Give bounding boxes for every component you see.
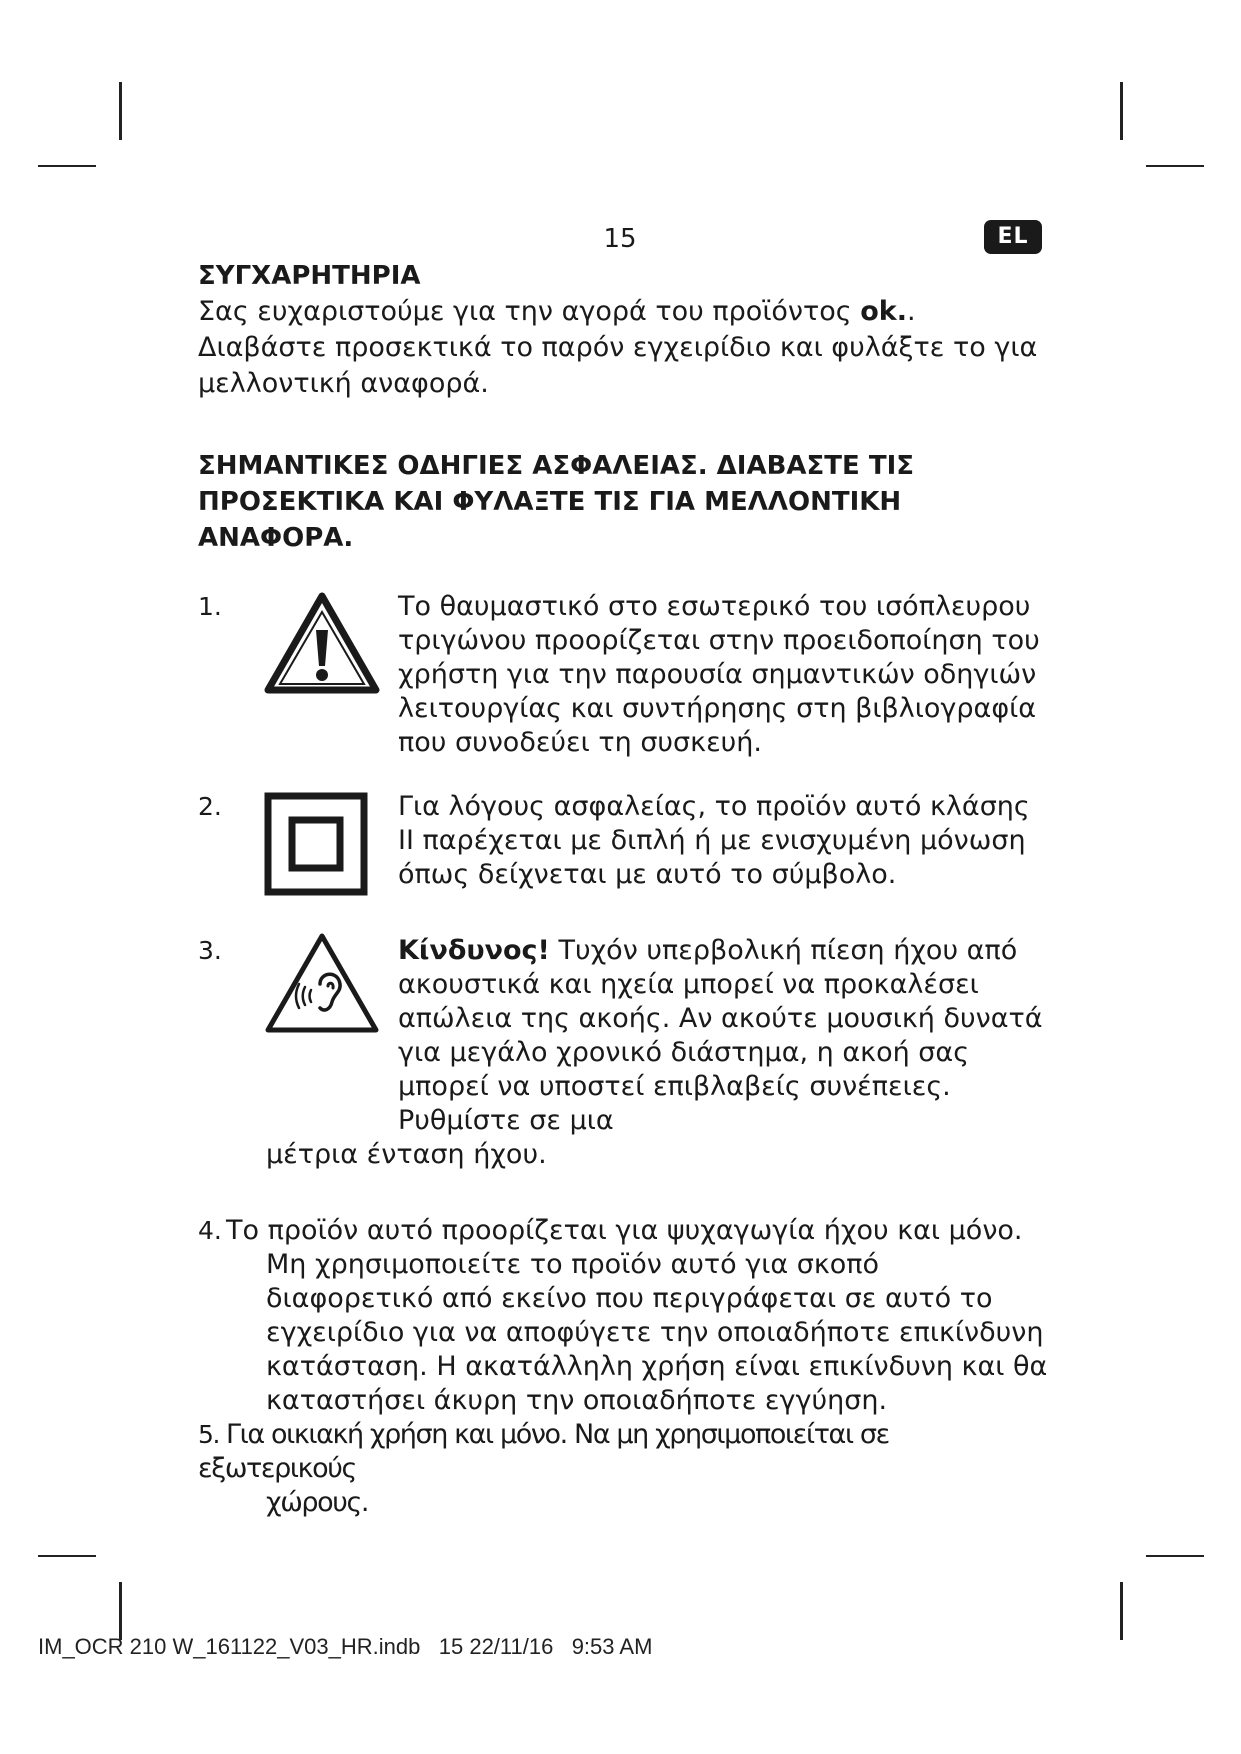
item-first-line: Το προϊόν αυτό προορίζεται για ψυχαγωγία ήχου και μόνο. [226, 1215, 1023, 1246]
hearing-damage-icon [264, 932, 380, 1040]
item-continuation: χώρους. [266, 1487, 369, 1518]
crop-mark-top-left-horizontal [38, 165, 96, 167]
safety-item-2 [198, 790, 1048, 892]
crop-mark-top-left-vertical [119, 82, 122, 140]
item-first-line: Για οικιακή χρήση και μόνο. Να μη χρησιμοποιείται σε εξωτερικούς [198, 1419, 889, 1484]
safety-item-3 [198, 934, 1048, 1172]
safety-item-1 [198, 590, 1048, 760]
item-text-tail: μέτρια ένταση ήχου. [266, 1139, 547, 1170]
congrats-text-end: . Διαβάστε προσεκτικά το παρόν εγχειρίδιο και φυλάξτε το για μελλοντική αναφορά. [198, 296, 1038, 399]
congrats-text [198, 294, 1048, 402]
item-text: Για λόγους ασφαλείας, το προϊόν αυτό κλάσης II παρέχεται με διπλή ή με ενισχυμένη μόνωση όπως δείχνεται με αυτό το σύμβολο. [398, 791, 1030, 890]
crop-mark-top-right-horizontal [1146, 165, 1204, 167]
double-insulation-icon [264, 792, 368, 900]
brand-name: ok. [860, 296, 907, 327]
crop-mark-bottom-right-vertical [1120, 1582, 1123, 1640]
print-footer [38, 1634, 652, 1660]
item-continuation: Μη χρησιμοποιείτε το προϊόν αυτό για σκοπό διαφορετικό από εκείνο που περιγράφεται σε αυτό το εγχειρίδιο για να αποφύγετε την οποιαδήποτε επικίνδυνη κατάσταση. Η ακατάλληλη χρήση είναι επικίνδυνη και θα καταστήσει άκυρη την οποιαδήποτε εγγύηση. [266, 1249, 1048, 1416]
crop-mark-bottom-right-horizontal [1146, 1555, 1204, 1557]
item-text: Το θαυμαστικό στο εσωτερικό του ισόπλευρου τριγώνου προορίζεται στην προειδοποίηση του χρήστη για την παρουσία σημαντικών οδηγιών λειτουργίας και συντήρησης στη βιβλιογραφία που συνοδεύει τη συσκευή. [398, 591, 1040, 758]
danger-label: Κίνδυνος! [398, 935, 550, 966]
footer-date: 22/11/16 [469, 1634, 554, 1659]
page-content [198, 258, 1048, 1520]
list-item-4 [198, 1214, 1048, 1418]
footer-file: IM_OCR 210 W_161122_V03_HR.indb [38, 1634, 421, 1659]
page-number: 15 [603, 224, 637, 254]
footer-time: 9:53 AM [571, 1634, 653, 1659]
text-list [198, 1214, 1048, 1520]
item-text [398, 934, 1048, 1138]
crop-mark-top-right-vertical [1120, 82, 1123, 140]
safety-heading: ΣΗΜΑΝΤΙΚΕΣ ΟΔΗΓΙΕΣ ΑΣΦΑΛΕΙΑΣ. ΔΙΑΒΑΣΤΕ ΤΙΣ ΠΡΟΣΕΚΤΙΚΑ ΚΑΙ ΦΥΛΑΞΤΕ ΤΙΣ ΓΙΑ ΜΕΛΛΟΝΤΙΚΗ ΑΝΑΦΟΡΑ. [198, 451, 915, 553]
item-number: 4. [198, 1216, 222, 1245]
item-number: 2. [198, 792, 222, 821]
congrats-text-start: Σας ευχαριστούμε για την αγορά του προϊόντος [198, 296, 861, 327]
list-item-5 [198, 1418, 1048, 1520]
warning-triangle-icon [264, 592, 380, 700]
crop-mark-bottom-left-vertical [119, 1582, 122, 1640]
congrats-title: ΣΥΓΧΑΡΗΤΗΡΙΑ [198, 261, 421, 291]
language-badge: EL [984, 220, 1042, 254]
item-number: 3. [198, 936, 222, 965]
footer-page: 15 [438, 1634, 464, 1659]
crop-mark-bottom-left-horizontal [38, 1555, 96, 1557]
item-text-body: Τυχόν υπερβολική πίεση ήχου από ακουστικά και ηχεία μπορεί να προκαλέσει απώλεια της ακοής. Αν ακούτε μουσική δυνατά για μεγάλο χρονικό διάστημα, η ακοή σας μπορεί να υποστεί επιβλαβείς συνέπειες. Ρυθμίστε σε μια [398, 935, 1043, 1136]
item-number: 5. [198, 1420, 220, 1449]
item-number: 1. [198, 592, 222, 621]
